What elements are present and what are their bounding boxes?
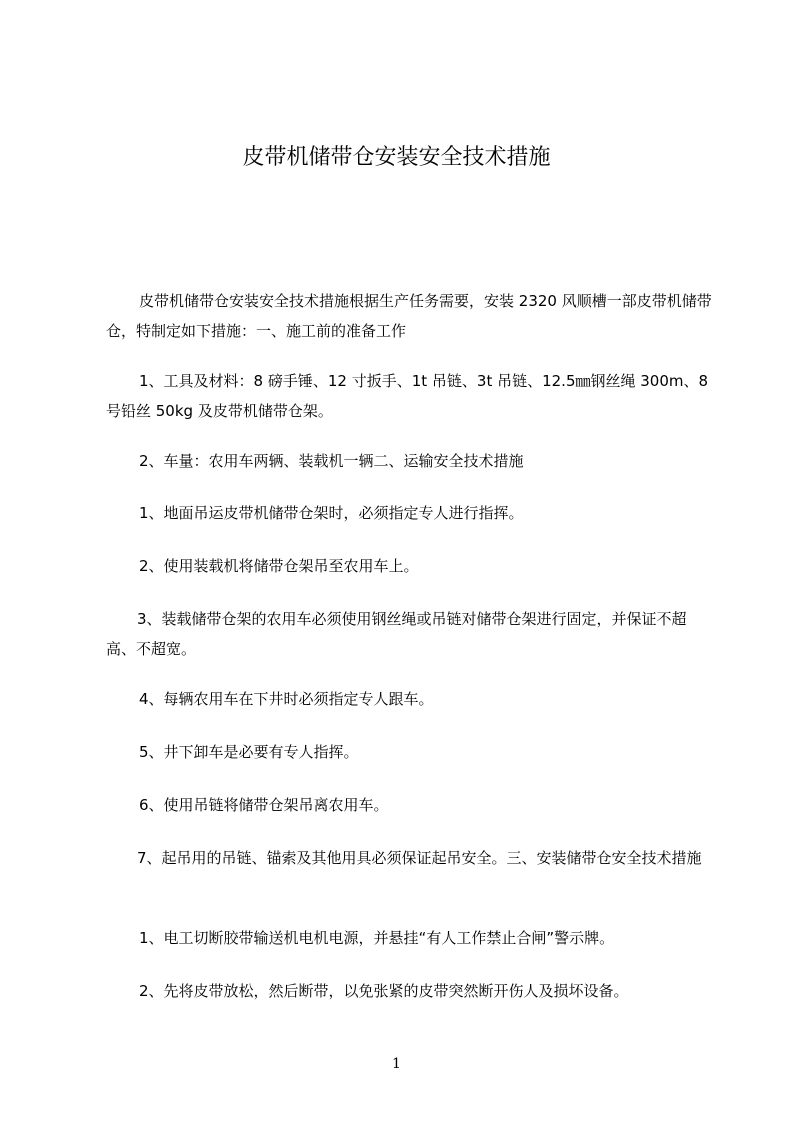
paragraph-vehicles: 2、车量：农用车两辆、装载机一辆二、运输安全技术措施: [139, 452, 524, 470]
paragraph-transport-5: 5、井下卸车是必要有专人指挥。: [139, 743, 359, 761]
document-title: 皮带机储带仓安装安全技术措施: [242, 145, 551, 170]
paragraph-transport-2: 2、使用装载机将储带仓架吊至农用车上。: [139, 557, 419, 575]
paragraph-transport-4: 4、每辆农用车在下井时必须指定专人跟车。: [139, 690, 434, 708]
paragraph-install-1: 1、电工切断胶带输送机电机电源，并悬挂“有人工作禁止合闸”警示牌。: [139, 929, 615, 947]
paragraph-transport-7: 7、起吊用的吊链、锚索及其他用具必须保证起吊安全。三、安装储带仓安全技术措施: [137, 849, 702, 867]
paragraph-intro: 皮带机储带仓安装安全技术措施根据生产任务需要，安装 2320 风顺槽一部皮带机储带仓，特制定如下措施：一、施工前的准备工作: [106, 292, 712, 340]
paragraph-transport-3: 3、装载储带仓架的农用车必须使用钢丝绳或吊链对储带仓架进行固定，并保证不超高、不超宽。: [106, 610, 687, 658]
paragraph-tools-materials: 1、工具及材料：8 磅手锤、12 寸扳手、1t 吊链、3t 吊链、12.5㎜钢丝绳 300m、8 号铅丝 50kg 及皮带机储带仓架。: [106, 372, 709, 420]
paragraph-install-2: 2、先将皮带放松，然后断带，以免张紧的皮带突然断开伤人及损坏设备。: [139, 982, 629, 1000]
paragraph-transport-6: 6、使用吊链将储带仓架吊离农用车。: [139, 796, 389, 814]
page-number: 1: [392, 1056, 401, 1072]
paragraph-transport-1: 1、地面吊运皮带机储带仓架时，必须指定专人进行指挥。: [139, 504, 524, 522]
